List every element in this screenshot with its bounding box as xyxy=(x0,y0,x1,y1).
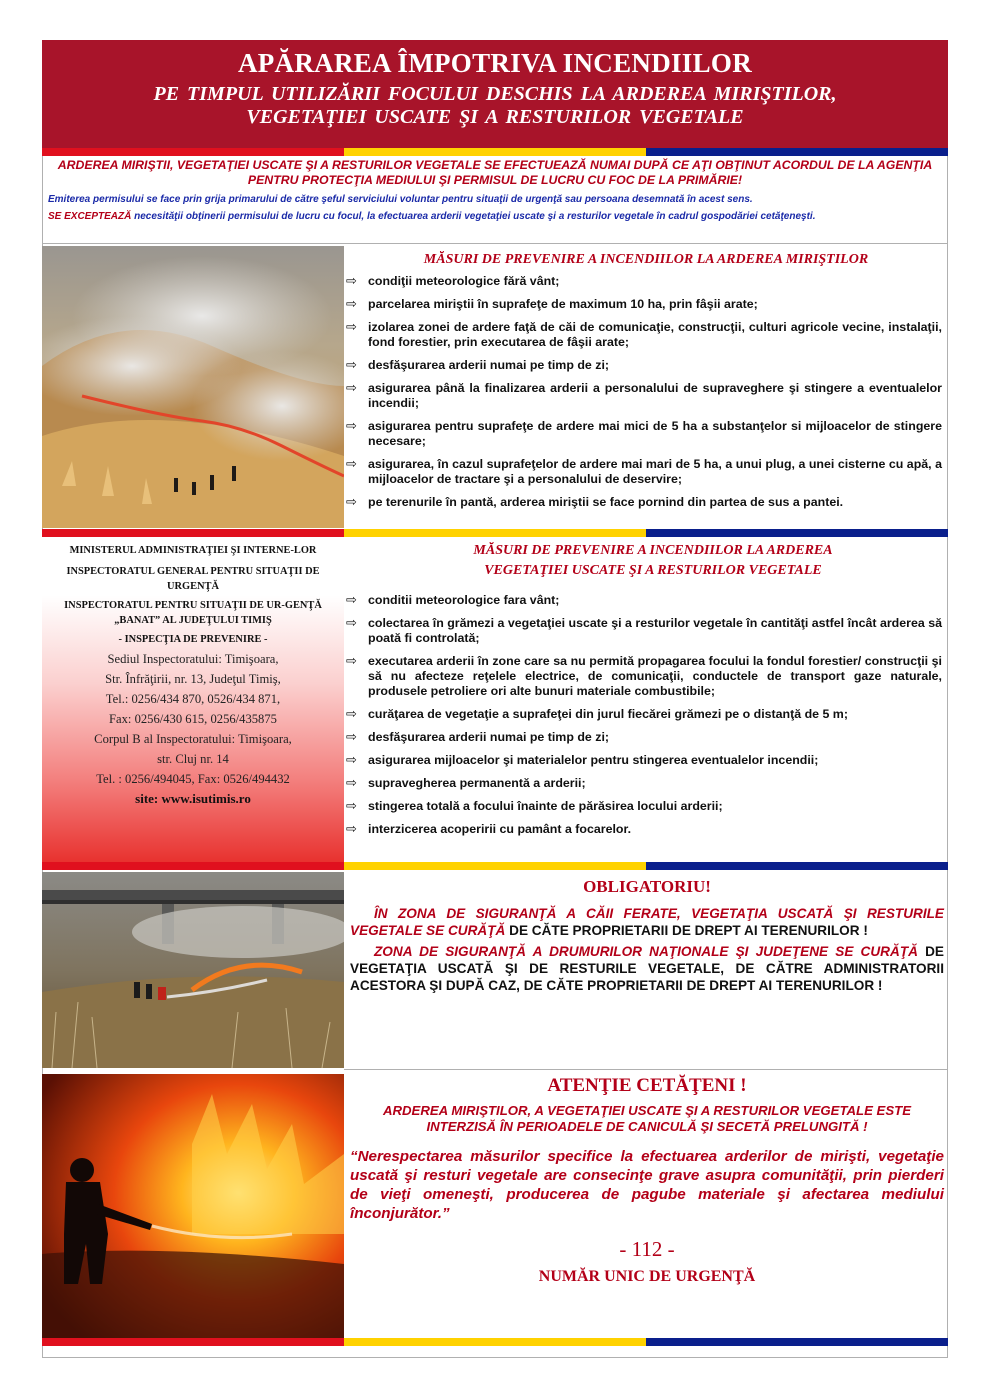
arrow-icon: ⇨ xyxy=(346,752,357,767)
page-subtitle-line2: VEGETAŢIEI USCATE ŞI A RESTURILOR VEGETALE xyxy=(246,106,744,128)
contact-line: Tel. : 0256/494045, Fax: 0526/494432 xyxy=(96,772,290,786)
arrow-icon: ⇨ xyxy=(346,615,357,630)
permit-issuance-text: Emiterea permisului se face prin grija primarului de către şeful serviciului voluntar pentru situaţii de urgenţă sau persoana desemnată în acest sens. xyxy=(48,194,753,205)
section-stubble-burning xyxy=(344,251,948,510)
list-item: ⇨ parcelarea miriştii în suprafeţe de maximum 10 ha, prin fâşii arate; xyxy=(346,296,758,311)
section2-list xyxy=(344,593,948,837)
list-item: ⇨ asigurarea pentru suprafeţe de ardere mai mici de 5 ha a substanţelor si mijloacelor de stingere necesare; xyxy=(346,418,942,448)
list-item: ⇨ colectarea în grămezi a vegetaţiei uscate şi a resturilor vegetale în cantităţi astfel încât arderea să poată fi controlată; xyxy=(346,615,942,645)
list-item: ⇨ asigurarea până la finalizarea arderii a personalului de supraveghere şi stingere a eventualelor incendii; xyxy=(346,380,942,410)
list-item: ⇨ stingerea totală a focului înainte de părăsirea locului arderii; xyxy=(346,798,723,813)
page-subtitle-line1: PE TIMPUL UTILIZĂRII FOCULUI DESCHIS LA ARDEREA MIRIŞTILOR, xyxy=(153,83,837,105)
firefighter-silhouette-photo xyxy=(42,1074,344,1338)
arrow-icon: ⇨ xyxy=(346,456,357,471)
arrow-icon: ⇨ xyxy=(346,296,357,311)
consequences-quote: “Nerespectarea măsurilor specifice la efectuarea arderilor de mirişti, vegetaţie uscată şi resturi vegetale are consecinţe grave asupra comunităţii, prin pierderi de vieţi omeneşti, producerea de pagube materiale şi afectarea mediului înconjurător.” xyxy=(350,1148,944,1222)
contact-panel xyxy=(42,537,344,862)
ban-text: ARDEREA MIRIŞTILOR, A VEGETAŢIEI USCATE ŞI A RESTURILOR VEGETALE ESTE INTERZISĂ ÎN PERIOADELE DE CANICULĂ ŞI SECETĂ PRELUNGITĂ ! xyxy=(382,1103,912,1134)
list-item: ⇨ izolarea zonei de ardere faţă de căi de comunicaţie, construcţii, culturi agricole vecine, instalaţii, fond forestier, prin executarea de fâşii arate; xyxy=(346,319,942,349)
list-item: ⇨ condiţii meteorologice fără vânt; xyxy=(346,273,560,288)
warning-block xyxy=(344,1073,948,1286)
arrow-icon: ⇨ xyxy=(346,592,357,607)
section2-title-line1: MĂSURI DE PREVENIRE A INCENDIILOR LA ARDEREA xyxy=(473,543,833,558)
section1-list xyxy=(344,274,948,510)
list-item: ⇨ curăţarea de vegetaţie a suprafeţei din jurul fiecărei grămezi pe o distanţă de 5 m; xyxy=(346,706,848,721)
flag-stripe xyxy=(42,1338,948,1346)
mandatory-title: OBLIGATORIU! xyxy=(583,877,711,896)
section-vegetation-burning xyxy=(344,542,948,837)
list-item: ⇨ pe terenurile în pantă, arderea miriştii se face pornind din partea de sus a pantei. xyxy=(346,494,844,509)
list-item: ⇨ desfăşurarea arderii numai pe timp de zi; xyxy=(346,729,610,744)
list-item: ⇨ executarea arderii în zone care sa nu permită propagarea focului la fondul forestier/ construcţii şi să nu afecteze reţelele electrice, de comunicaţii, conductele de transport gaze naturale, produsele petroliere ori alte bunuri materiale combustibile; xyxy=(346,653,942,698)
arrow-icon: ⇨ xyxy=(346,380,357,395)
arrow-icon: ⇨ xyxy=(346,319,357,334)
arrow-icon: ⇨ xyxy=(346,418,357,433)
flag-stripe xyxy=(42,862,948,870)
list-item: ⇨ supravegherea permanentă a arderii; xyxy=(346,775,586,790)
contact-line: Str. Înfrăţirii, nr. 13, Judeţul Timiş, xyxy=(105,672,281,686)
arrow-icon: ⇨ xyxy=(346,706,357,721)
arrow-icon: ⇨ xyxy=(346,729,357,744)
divider xyxy=(344,1069,948,1070)
flag-stripe xyxy=(42,148,948,156)
permit-notice: ARDEREA MIRIŞTII, VEGETAŢIEI USCATE ŞI A RESTURILOR VEGETALE SE EFECTUEAZĂ NUMAI DUPĂ CE AŢI OBŢINUT ACORDUL DE LA AGENŢIA PENTRU PROTECŢIA MEDIULUI ŞI PERMISUL DE LUCRU CU FOC DE LA PRIMĂRIE! xyxy=(57,158,933,187)
arrow-icon: ⇨ xyxy=(346,357,357,372)
section2-title-line2: VEGETAŢIEI USCATE ŞI A RESTURILOR VEGETALE xyxy=(484,563,822,578)
warning-title: ATENŢIE CETĂŢENI ! xyxy=(547,1075,747,1096)
firefighters-bridge-photo xyxy=(42,872,344,1068)
list-item: ⇨ desfăşurarea arderii numai pe timp de zi; xyxy=(346,357,610,372)
arrow-icon: ⇨ xyxy=(346,494,357,509)
exception-lead: SE EXCEPTEAZĂ xyxy=(48,211,132,222)
contact-line: Tel.: 0256/434 870, 0526/434 871, xyxy=(105,692,281,706)
exception-rest: necesităţii obţinerii permisului de lucru cu focul, la efectuarea arderii vegetaţiei uscate şi a resturilor vegetale în cadrul gospodăriei cetăţeneşti. xyxy=(131,211,816,222)
arrow-icon: ⇨ xyxy=(346,775,357,790)
isu-name: INSPECTORATUL PENTRU SITUAŢII DE UR-GENŢĂ „BANAT” AL JUDEŢULUI TIMIŞ xyxy=(64,600,322,626)
section1-title: MĂSURI DE PREVENIRE A INCENDIILOR LA ARDEREA MIRIŞTILOR xyxy=(423,252,869,267)
department-name: - INSPECŢIA DE PREVENIRE - xyxy=(118,634,268,645)
intro-block xyxy=(44,158,946,222)
igsu-name: INSPECTORATUL GENERAL PENTRU SITUAŢII DE URGENŢĂ xyxy=(66,566,320,592)
arrow-icon: ⇨ xyxy=(346,273,357,288)
divider xyxy=(42,243,948,244)
flag-stripe xyxy=(42,529,948,537)
contact-line: str. Cluj nr. 14 xyxy=(157,752,229,766)
list-item: ⇨ asigurarea, în cazul suprafeţelor de ardere mai mari de 5 ha, a unui plug, a unei cisterne cu apă, a mijloacelor de tractare şi a personalului de deservire; xyxy=(346,456,942,486)
mandatory-block xyxy=(344,877,948,994)
contact-line: Corpul B al Inspectoratului: Timişoara, xyxy=(94,732,292,746)
website-link[interactable]: site: www.isutimis.ro xyxy=(135,791,251,806)
arrow-icon: ⇨ xyxy=(346,653,357,668)
emergency-number-label: NUMĂR UNIC DE URGENŢĂ xyxy=(538,1268,756,1285)
exception-text xyxy=(44,211,946,222)
emergency-number: - 112 - xyxy=(619,1237,675,1261)
page-header xyxy=(42,40,948,148)
ministry-name: MINISTERUL ADMINISTRAŢIEI ŞI INTERNE-LOR xyxy=(69,545,317,556)
wildfire-hillside-photo xyxy=(42,246,344,528)
railway-zone-text: ÎN ZONA DE SIGURANŢĂ A CĂII FERATE, VEGETAŢIA USCATĂ ŞI RESTURILE VEGETALE SE CURĂŢĂ DE CĂTE PROPRIETARII DE DREPT AI TERENURILOR ! xyxy=(350,906,944,938)
page-title: APĂRAREA ÎMPOTRIVA INCENDIILOR xyxy=(237,48,753,78)
arrow-icon: ⇨ xyxy=(346,798,357,813)
list-item: ⇨ asigurarea mijloacelor şi materialelor pentru stingerea eventualelor incendii; xyxy=(346,752,819,767)
list-item: ⇨ interzicerea acoperirii cu pamânt a focarelor. xyxy=(346,821,632,836)
list-item: ⇨ conditii meteorologice fara vânt; xyxy=(346,592,560,607)
road-zone-text: ZONA DE SIGURANŢĂ A DRUMURILOR NAŢIONALE ŞI JUDEŢENE SE CURĂŢĂ DE VEGETAŢIA USCATĂ ŞI DE RESTURILE VEGETALE, DE CĂTRE ADMINISTRATORII ACESTORA ŞI DUPĂ CAZ, DE CĂTE PROPRIETARII DE DREPT AI TERENURILOR ! xyxy=(350,944,944,993)
contact-line: Sediul Inspectoratului: Timişoara, xyxy=(107,652,279,666)
contact-line: Fax: 0256/430 615, 0256/435875 xyxy=(109,712,277,726)
arrow-icon: ⇨ xyxy=(346,821,357,836)
